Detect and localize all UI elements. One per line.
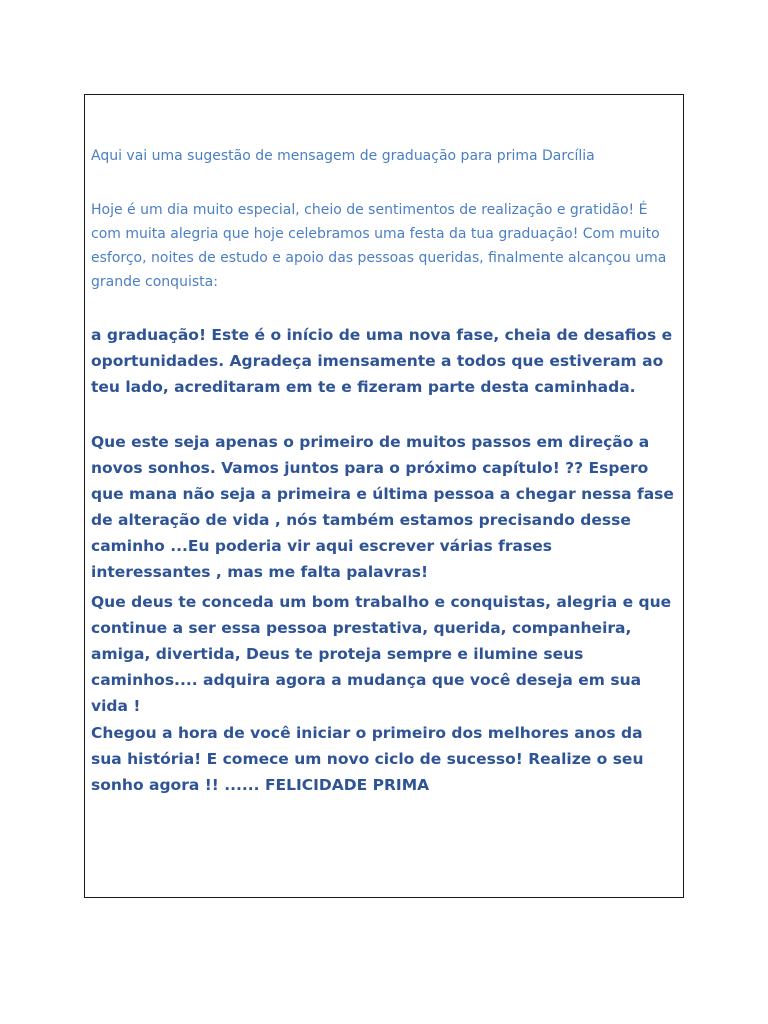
paragraph-next-chapter: Que este seja apenas o primeiro de muitos passos em direção a novos sonhos. Vamos juntos para o próximo capítulo! ?? Espero que mana não seja a primeira e última pessoa a chegar nessa fase de alteração de vida , nós também estamos precisando desse caminho ...Eu poderia vir aqui escrever várias frases interessantes , mas me falta palavras! <box>91 433 674 581</box>
paragraph-blessing: Que deus te conceda um bom trabalho e conquistas, alegria e que continue a ser essa pessoa prestativa, querida, companheira, amiga, divertida, Deus te proteja sempre e ilumine seus caminhos.... adquira agora a mudança que você deseja em sua vida ! <box>91 593 672 715</box>
paragraph-graduation: a graduação! Este é o início de uma nova fase, cheia de desafios e oportunidades. Agradeça imensamente a todos que estiveram ao teu lado, acreditaram em te e fizeram parte desta caminhada. <box>91 326 673 396</box>
paragraph-celebration: Hoje é um dia muito especial, cheio de sentimentos de realização e gratidão! É com muita alegria que hoje celebramos uma festa da tua graduação! Com muito esforço, noites de estudo e apoio das pessoas queridas, finalmente alcançou uma grande conquista: <box>91 202 667 290</box>
intro-line: Aqui vai uma sugestão de mensagem de graduação para prima Darcília <box>91 148 595 164</box>
paragraph-closing: Chegou a hora de você iniciar o primeiro dos melhores anos da sua história! E comece um novo ciclo de sucesso! Realize o seu sonho agora !! ...... FELICIDADE PRIMA <box>91 724 644 794</box>
